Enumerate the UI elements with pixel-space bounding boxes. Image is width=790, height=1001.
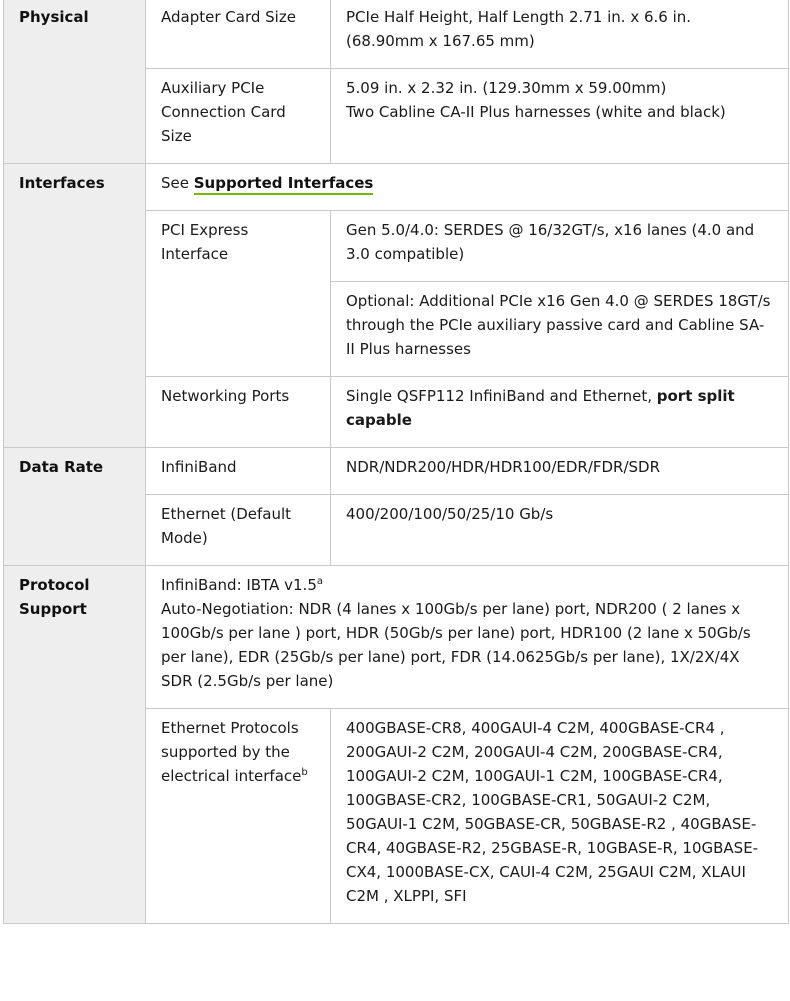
spec-value-pci-express-optional: Optional: Additional PCIe x16 Gen 4.0 @ SERDES 18GT/s through the PCIe auxiliary passive card and Cabline SA-II Plus harnesses [331, 282, 789, 377]
infiniband-ibta: InfiniBand: IBTA v1.5 [161, 576, 317, 594]
section-header-physical: Physical [4, 0, 146, 164]
spec-label-aux-card-size: Auxiliary PCIe Connection Card Size [146, 69, 331, 164]
port-split-capable: port split capable [346, 387, 735, 429]
spec-label-infiniband: InfiniBand [146, 448, 331, 495]
specifications-table [3, 0, 789, 924]
spec-value-aux-card-size [331, 69, 789, 164]
aux-card-dimensions: 5.09 in. x 2.32 in. (129.30mm x 59.00mm) [346, 79, 667, 97]
spec-value-networking-ports [331, 377, 789, 448]
section-header-interfaces: Interfaces [4, 164, 146, 448]
table-row [4, 0, 789, 69]
supported-interfaces-link[interactable]: Supported Interfaces [194, 174, 374, 195]
spec-label-networking-ports: Networking Ports [146, 377, 331, 448]
ethernet-protocols-label: Ethernet Protocols supported by the electrical interface [161, 719, 302, 785]
see-prefix: See [161, 174, 194, 192]
footnote-a[interactable]: a [316, 576, 323, 587]
section-header-protocol-support: Protocol Support [4, 566, 146, 924]
spec-label-ethernet-protocols [146, 709, 331, 924]
interfaces-see-cell [146, 164, 789, 211]
footnote-b[interactable]: b [301, 767, 308, 778]
spec-label-pci-express: PCI Express Interface [146, 211, 331, 377]
spec-label-ethernet: Ethernet (Default Mode) [146, 495, 331, 566]
networking-ports-text: Single QSFP112 InfiniBand and Ethernet, [346, 387, 657, 405]
spec-value-ethernet-protocols: 400GBASE-CR8, 400GAUI-4 C2M, 400GBASE-CR4 , 200GAUI-2 C2M, 200GAUI-4 C2M, 200GBASE-CR4, 100GAUI-2 C2M, 100GAUI-1 C2M, 100GBASE-CR4, 100GBASE-CR2, 100GBASE-CR1, 50GAUI-2 C2M, 50GAUI-1 C2M, 50GBASE-CR, 50GBASE-R2 , 40GBASE-CR4, 40GBASE-R2, 25GBASE-R, 10GBASE-R, 10GBASE-CX4, 1000BASE-CX, CAUI-4 C2M, 25GAUI C2M, XLAUI C2M , XLPPI, SFI [331, 709, 789, 924]
table-row [4, 566, 789, 709]
spec-value-ethernet: 400/200/100/50/25/10 Gb/s [331, 495, 789, 566]
auto-negotiation: Auto-Negotiation: NDR (4 lanes x 100Gb/s per lane) port, NDR200 ( 2 lanes x 100Gb/s per lane ) port, HDR (50Gb/s per lane) port, HDR100 (2 lane x 50Gb/s per lane), EDR (25Gb/s per lane) port, FDR (14.0625Gb/s per lane), 1X/2X/4X SDR (2.5Gb/s per lane) [161, 600, 751, 690]
spec-value-adapter-card-size: PCIe Half Height, Half Length 2.71 in. x 6.6 in. (68.90mm x 167.65 mm) [331, 0, 789, 69]
table-row [4, 448, 789, 495]
aux-card-harnesses: Two Cabline CA-II Plus harnesses (white and black) [346, 103, 726, 121]
spec-label-adapter-card-size: Adapter Card Size [146, 0, 331, 69]
table-row [4, 164, 789, 211]
section-header-data-rate: Data Rate [4, 448, 146, 566]
spec-value-infiniband: NDR/NDR200/HDR/HDR100/EDR/FDR/SDR [331, 448, 789, 495]
page-bottom-edge [0, 988, 790, 1001]
spec-value-pci-express-gen: Gen 5.0/4.0: SERDES @ 16/32GT/s, x16 lanes (4.0 and 3.0 compatible) [331, 211, 789, 282]
protocol-infiniband-cell [146, 566, 789, 709]
